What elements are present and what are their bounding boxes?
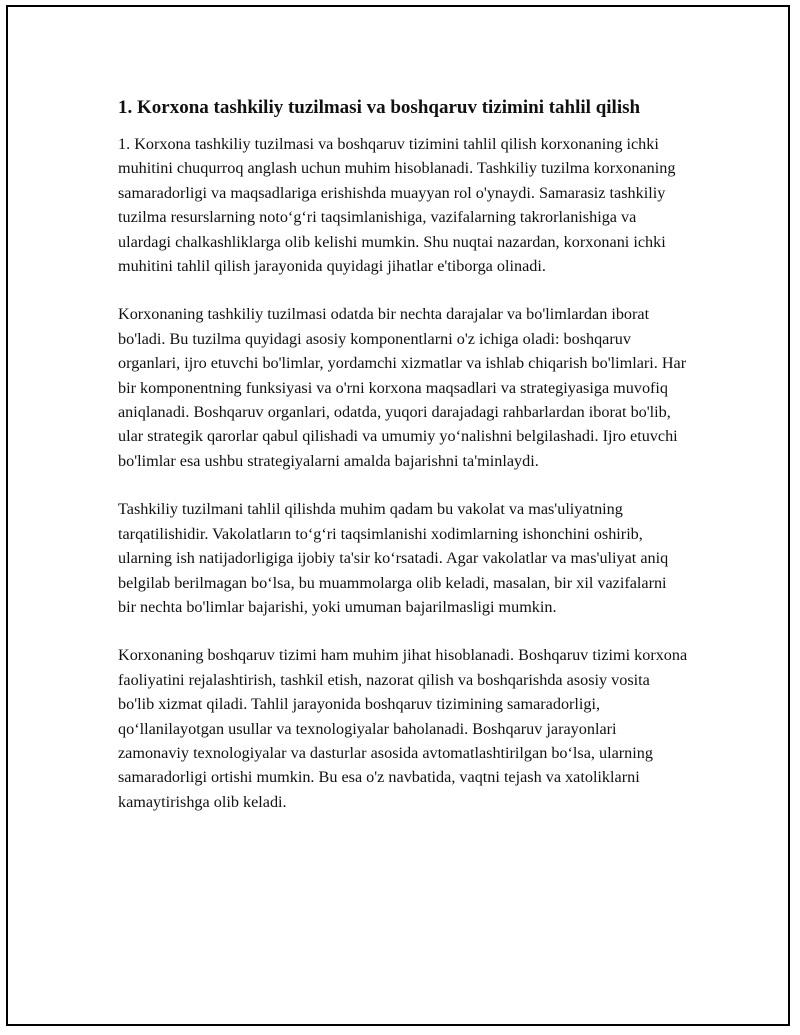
section-heading: 1. Korxona tashkiliy tuzilmasi va boshqaruv tizimini tahlil qilish bbox=[118, 97, 641, 118]
paragraph-1: 1. Korxona tashkiliy tuzilmasi va boshqaruv tizimini tahlil qilish korxonaning ichki muhitini chuqurroq anglash uchun muhim hisoblanadi. Tashkiliy tuzilma korxonaning samaradorligi va maqsadlariga erishishda muayyan rol o'ynaydi. Samarasiz tashkiliy tuzilma resurslarning noto‘g‘ri taqsimlanishiga, vazifalarning takrorlanishiga va ulardagi chalkashliklarga olib kelishi mumkin. Shu nuqtai nazardan, korxonani ichki muhitini tahlil qilish jarayonida quyidagi jihatlar e'tiborga olinadi. bbox=[118, 135, 676, 276]
document-body bbox=[118, 94, 688, 814]
paragraph-2: Korxonaning tashkiliy tuzilmasi odatda bir nechta darajalar va bo'limlardan iborat bo'ladi. Bu tuzilma quyidagi asosiy komponentlarni o'z ichiga oladi: boshqaruv organlari, ijro etuvchi bo'limlar, yordamchi xizmatlar va ishlab chiqarish bo'limlari. Har bir komponentning funksiyasi va o'rni korxona maqsadlari va strategiyasiga muvofiq aniqlanadi. Boshqaruv organlari, odatda, yuqori darajadagi rahbarlardan iborat bo'lib, ular strategik qarorlar qabul qilishadi va umumiy yo‘nalishni belgilashadi. Ijro etuvchi bo'limlar esa ushbu strategiyalarni amalda bajarishni ta'minlaydi. bbox=[118, 305, 687, 470]
paragraph-4: Korxonaning boshqaruv tizimi ham muhim jihat hisoblanadi. Boshqaruv tizimi korxona faoliyatini rejalashtirish, tashkil etish, nazorat qilish va boshqarishda asosiy vosita bo'lib xizmat qiladi. Tahlil jarayonida boshqaruv tizimining samaradorligi, qo‘llanilayotgan usullar va texnologiyalar baholanadi. Boshqaruv jarayonlari zamonaviy texnologiyalar va dasturlar asosida avtomatlashtirilgan bo‘lsa, ularning samaradorligi ortishi mumkin. Bu esa o'z navbatida, vaqtni tejash va xatoliklarni kamaytirishga olib keladi. bbox=[118, 646, 688, 811]
paragraph-3: Tashkiliy tuzilmani tahlil qilishda muhim qadam bu vakolat va mas'uliyatning tarqatilishidir. Vakolatların to‘g‘ri taqsimlanishi xodimlarning ishonchini oshirib, ularning ish natijadorligiga ijobiy ta'sir ko‘rsatadi. Agar vakolatlar va mas'uliyat aniq belgilab berilmagan bo‘lsa, bu muammolarga olib keladi, masalan, bir xil vazifalarni bir nechta bo'limlar bajarishi, yoki umuman bajarilmasligi mumkin. bbox=[118, 500, 669, 616]
